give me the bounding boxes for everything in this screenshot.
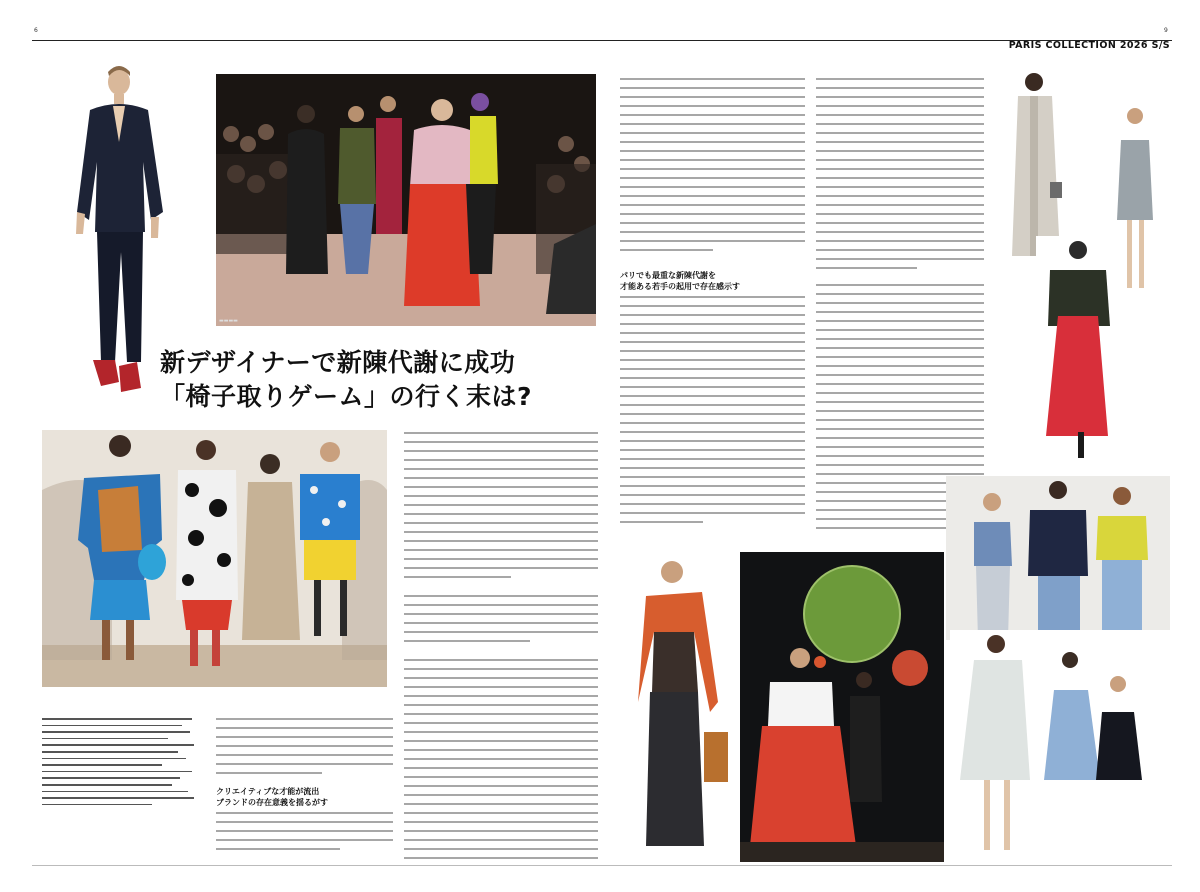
bottom-rule	[32, 865, 1172, 866]
body-text-col-3b	[620, 296, 805, 532]
photo-captions	[42, 718, 202, 810]
body-text-col-3	[620, 78, 805, 263]
model-photo-dresses	[950, 630, 1170, 862]
page-number-left: 6	[34, 27, 38, 34]
runway-photo-space	[740, 552, 944, 862]
headline	[160, 346, 532, 414]
runway-photo	[216, 74, 596, 326]
model-photo-denim-trio	[946, 476, 1170, 640]
body-text-col-1	[216, 718, 393, 778]
top-rule	[32, 40, 1172, 41]
subhead-left	[216, 786, 328, 808]
headline-line-1: 新デザイナーで新陳代謝に成功	[160, 348, 516, 377]
subhead-left-1: クリエイティブな才能が流出	[216, 787, 320, 796]
folio-title: PARIS COLLECTION 2026 S/S	[1008, 40, 1170, 51]
model-photo-scarf	[624, 552, 732, 852]
subhead-right-1: パリでも最重な新陳代謝を	[620, 271, 716, 280]
body-text-col-2	[404, 432, 598, 864]
subhead-right	[620, 270, 740, 292]
headline-line-2: 「椅子取りゲーム」の行く末は?	[160, 382, 533, 411]
subhead-left-2: ブランドの存在意義を揺るがす	[216, 798, 328, 807]
photo-credit: ▬▬▬▬	[219, 318, 238, 324]
model-photo-trench	[1000, 66, 1075, 262]
body-text-col-1b	[216, 812, 393, 862]
page-number-right: 9	[1164, 27, 1168, 34]
subhead-right-2: 才能ある若手の起用で存在感示す	[620, 282, 740, 291]
body-text-col-4	[816, 78, 984, 530]
model-photo-red-skirt	[1036, 236, 1118, 460]
group-photo	[42, 430, 387, 687]
